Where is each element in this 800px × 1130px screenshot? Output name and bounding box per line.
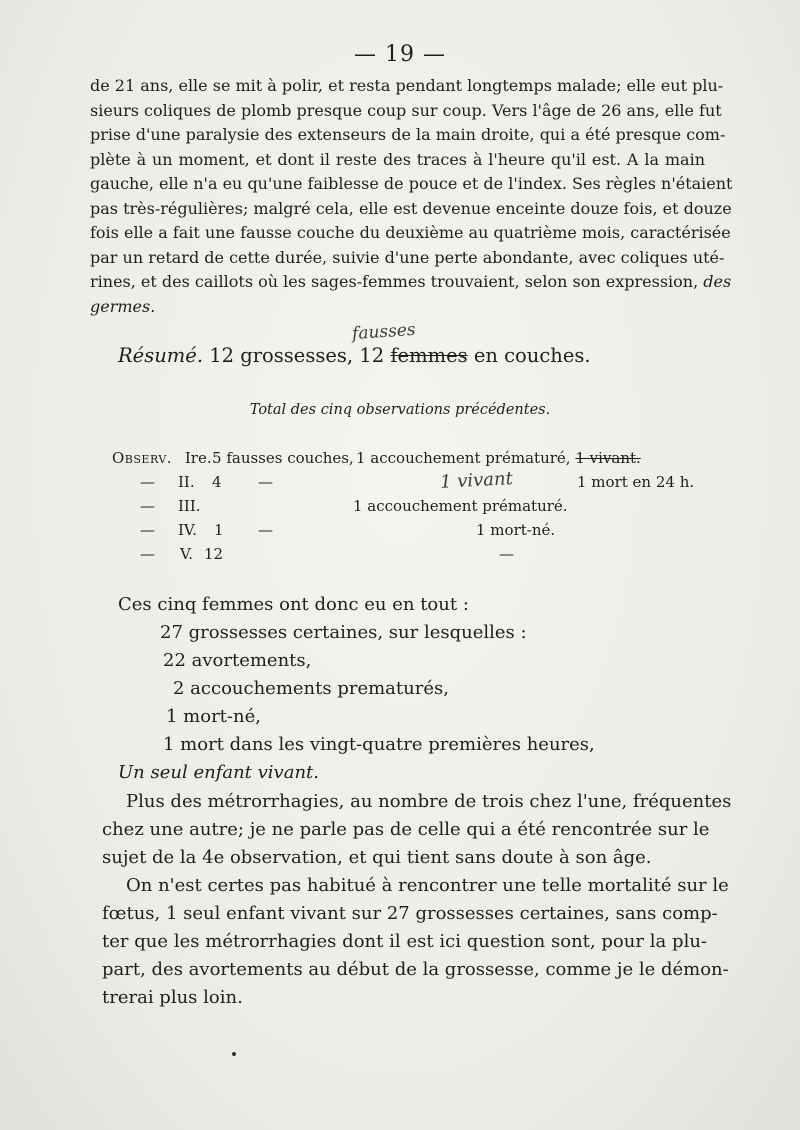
obs-col2: 1 accouchement prématuré. bbox=[353, 497, 568, 515]
resume-label: Résumé. bbox=[118, 344, 204, 367]
text-line: de 21 ans, elle se mit à polir, et resta pendant longtemps malade; elle eut plu- bbox=[90, 76, 724, 95]
page-number: — 19 — bbox=[354, 42, 446, 67]
conclusion-paragraph bbox=[102, 872, 729, 1012]
obs-col1: fausses couches, bbox=[226, 449, 354, 467]
text-line: ter que les métrorrhagies dont il est ici question sont, pour la plu- bbox=[102, 931, 707, 952]
table-row bbox=[112, 449, 212, 467]
text-line: gauche, elle n'a eu qu'une faiblesse de pouce et de l'index. Ses règles n'étaient bbox=[90, 174, 733, 193]
row-dash: — bbox=[140, 545, 155, 563]
resume-line bbox=[118, 344, 591, 367]
resume-text-end: en couches. bbox=[473, 344, 591, 367]
obs-number: II. bbox=[178, 473, 195, 491]
text-line: plète à un moment, et dont il reste des traces à l'heure qu'il est. A la main bbox=[90, 149, 705, 169]
obs-col2: 1 mort-né. bbox=[476, 521, 556, 539]
obs-col1: — bbox=[258, 473, 273, 491]
table-cell bbox=[356, 449, 641, 467]
resume-text: 12 grossesses, 12 bbox=[209, 344, 385, 367]
text-fragment: rines, et des caillots où les sages-femmes trouvaient, selon son expression, bbox=[90, 272, 699, 291]
obs-col2: — bbox=[499, 545, 514, 563]
text-line: sujet de la 4e observation, et qui tient sans doute à son âge. bbox=[102, 847, 652, 868]
text-line: pas très-régulières; malgré cela, elle est devenue enceinte douze fois, et douze bbox=[90, 198, 732, 218]
text-line: chez une autre; je ne parle pas de celle qui a été rencontrée sur le bbox=[102, 819, 710, 840]
obs-col3-struck: 1 vivant. bbox=[575, 449, 641, 467]
obs-count: 12 bbox=[204, 545, 224, 563]
italic-word: des bbox=[703, 272, 732, 291]
table-cell bbox=[212, 449, 354, 467]
text-line: trerai plus loin. bbox=[102, 987, 243, 1008]
text-line: par un retard de cette durée, suivie d'une perte abondante, avec coliques uté- bbox=[90, 247, 725, 267]
obs-count: 4 bbox=[212, 473, 222, 491]
row-dash: — bbox=[140, 521, 155, 539]
case-paragraph bbox=[90, 74, 733, 319]
summary-conclusion: Un seul enfant vivant. bbox=[118, 762, 320, 783]
obs-number: IV. bbox=[178, 521, 197, 539]
obs-number: V. bbox=[180, 545, 193, 563]
text-line: On n'est certes pas habitué à rencontrer une telle mortalité sur le bbox=[126, 875, 729, 896]
summary-intro: Ces cinq femmes ont donc eu en tout : bbox=[118, 594, 469, 615]
obs-col3: 1 mort en 24 h. bbox=[577, 473, 695, 491]
remarks-paragraph bbox=[102, 788, 732, 872]
summary-item: 27 grossesses certaines, sur lesquelles : bbox=[160, 622, 527, 643]
handwritten-correction: fausses bbox=[351, 319, 417, 345]
italic-line: germes. bbox=[90, 296, 156, 316]
obs-col1: — bbox=[258, 521, 273, 539]
table-title: Total des cinq observations précédentes. bbox=[249, 402, 551, 418]
text-line: fœtus, 1 seul enfant vivant sur 27 grossesses certaines, sans comp- bbox=[102, 903, 718, 924]
summary-item: 1 mort-né, bbox=[166, 706, 261, 727]
obs-count: 1 bbox=[214, 521, 224, 539]
obs-col2: 1 accouchement prématuré, bbox=[356, 449, 571, 467]
struck-word: femmes bbox=[390, 344, 468, 367]
handwritten-note: 1 vivant bbox=[439, 468, 514, 493]
row-dash: — bbox=[140, 473, 155, 491]
summary-item: 1 mort dans les vingt-quatre premières heures, bbox=[163, 734, 595, 755]
obs-number: Ire. bbox=[184, 449, 212, 467]
row-dash: — bbox=[140, 497, 155, 515]
summary-item: 22 avortements, bbox=[163, 650, 312, 671]
ink-speck bbox=[232, 1052, 236, 1056]
obs-count: 5 bbox=[212, 449, 222, 467]
text-line: Plus des métrorrhagies, au nombre de trois chez l'une, fréquentes bbox=[126, 791, 732, 812]
observ-label: Observ. bbox=[112, 449, 173, 467]
text-line: prise d'une paralysie des extenseurs de la main droite, qui a été presque com- bbox=[90, 125, 726, 144]
text-line: sieurs coliques de plomb presque coup sur coup. Vers l'âge de 26 ans, elle fut bbox=[90, 100, 722, 120]
text-line: part, des avortements au début de la grossesse, comme je le démon- bbox=[102, 959, 729, 980]
text-line: fois elle a fait une fausse couche du deuxième au quatrième mois, caractérisée bbox=[90, 223, 731, 242]
summary-item: 2 accouchements prematurés, bbox=[173, 678, 449, 699]
text-line-with-italic bbox=[90, 270, 732, 295]
obs-number: III. bbox=[178, 497, 201, 515]
